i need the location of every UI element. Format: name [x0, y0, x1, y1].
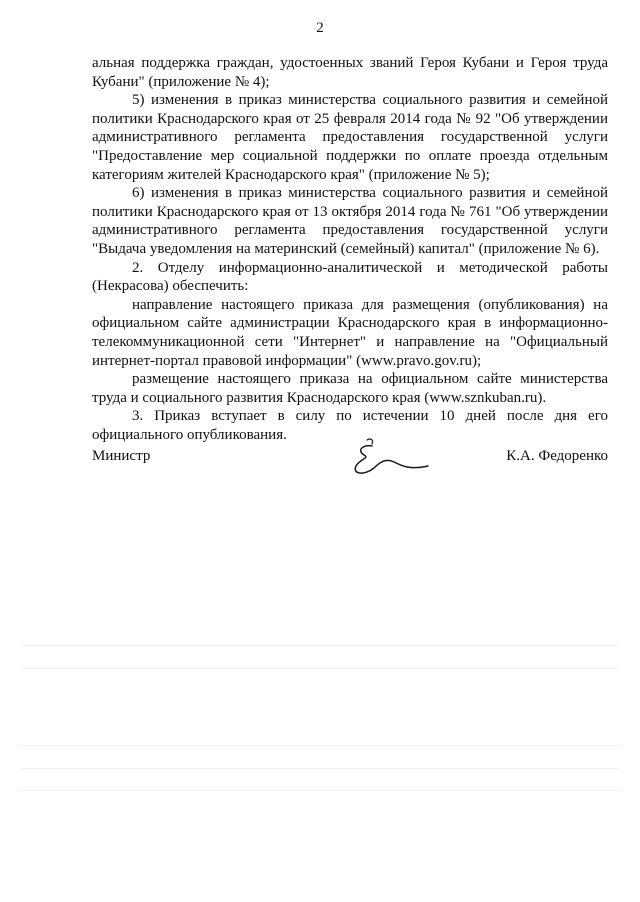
bleed-through-line [20, 645, 620, 646]
handwritten-signature [350, 436, 440, 482]
paragraph-continuation: альная поддержка граждан, удостоенных званий Героя Кубани и Героя труда Кубани" (приложение № 4); [92, 55, 608, 90]
signature-block [92, 436, 608, 486]
bleed-through-line [20, 745, 620, 746]
signatory-name: К.А. Федоренко [506, 448, 608, 464]
document-body [92, 54, 608, 444]
paragraph-clause-3: 3. Приказ вступает в силу по истечении 10 дней после дня его официального опубликования. [92, 408, 608, 443]
bleed-through-line [20, 768, 620, 769]
paragraph-clause-2: 2. Отделу информационно-аналитической и методической работы (Некрасова) обеспечить: [92, 259, 608, 295]
paragraph-item-5: 5) изменения в приказ министерства социального развития и семейной политики Краснодарского края от 25 февраля 2014 года № 92 "Об утверждении административного регламента предоставления государственной услуги "Предоставление мер социальной поддержки по оплате проезда отдельным категориям жителей Краснодарского края" (приложение № 5); [92, 92, 608, 183]
page-number: 2 [316, 20, 324, 36]
bleed-through-line [20, 790, 620, 791]
paragraph-item-6: 6) изменения в приказ министерства социального развития и семейной политики Краснодарского края от 13 октября 2014 года № 761 "Об утверждении административного регламента предоставления государственной услуги "Выдача уведомления на материнский (семейный) капитал" (приложение № 6). [92, 185, 608, 257]
paragraph-website-placement: размещение настоящего приказа на официальном сайте министерства труда и социального развития Краснодарского края (www.sznkuban.ru). [92, 371, 608, 406]
signatory-role: Министр [92, 448, 151, 464]
bleed-through-line [20, 668, 620, 669]
paragraph-publication-direction: направление настоящего приказа для размещения (опубликования) на официальном сайте администрации Краснодарского края в информационно-телекоммуникационной сети "Интернет" и направление на "Официальный интернет-портал правовой информации" (www.pravo.gov.ru); [92, 296, 608, 369]
